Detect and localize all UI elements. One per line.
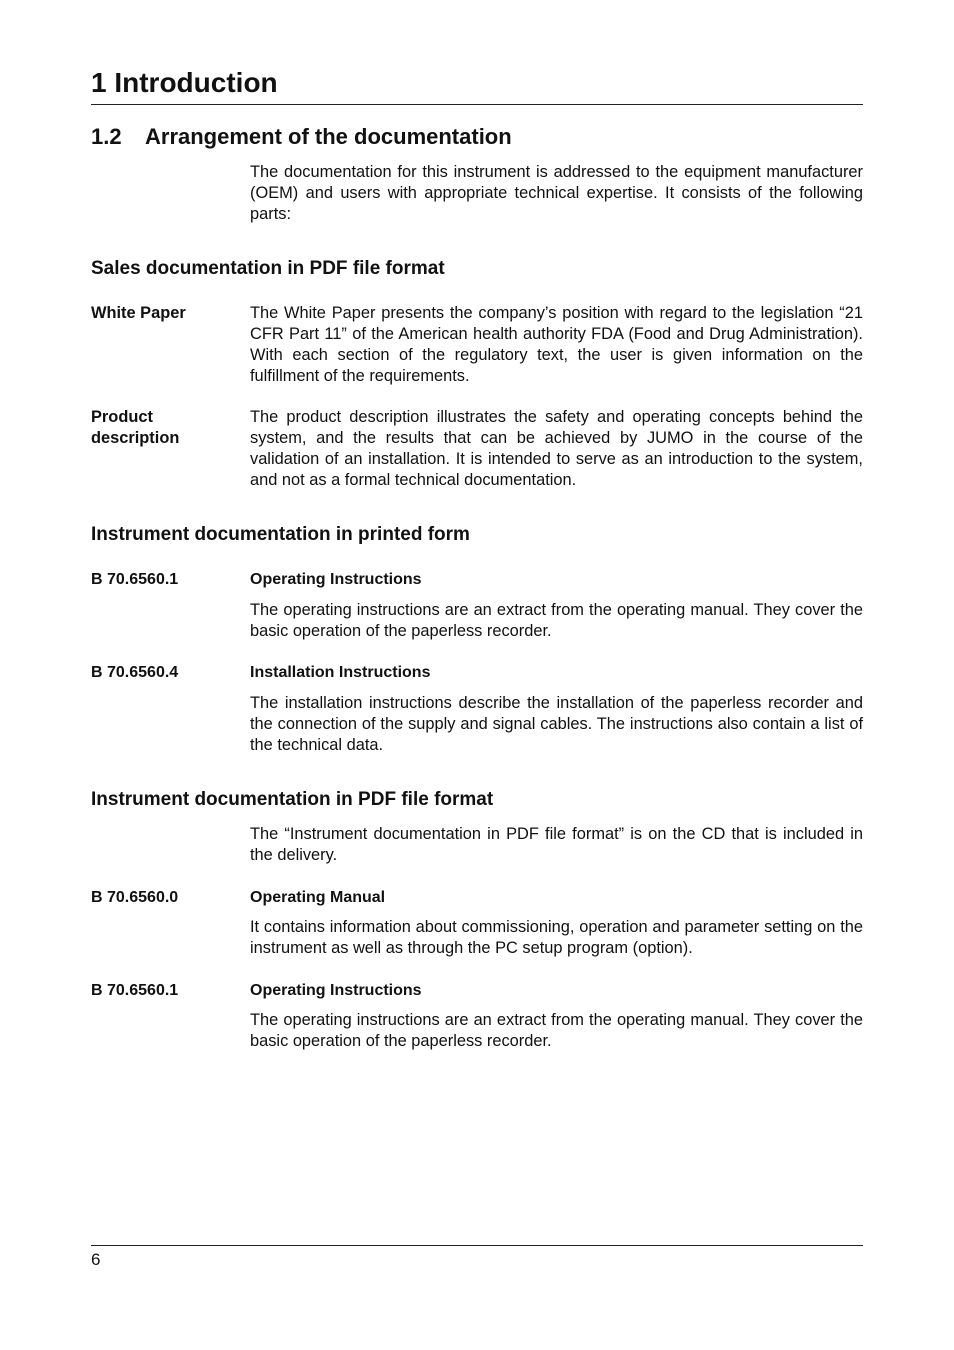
printed-item-2-number: B 70.6560.4 (91, 664, 179, 681)
section-title (91, 123, 512, 151)
pdf-item-1-text: It contains information about commissioning, operation and parameter setting on the instrument as well as through the PC setup program (option). (250, 918, 863, 957)
product-description-label (91, 407, 241, 449)
pdf-item-1-title: Operating Manual (250, 889, 386, 906)
section-title-text: Arrangement of the documentation (145, 124, 512, 149)
printed-heading: Instrument documentation in printed form (91, 524, 470, 545)
chapter-divider (91, 104, 863, 105)
printed-item-1-text: The operating instructions are an extract from the operating manual. They cover the basic operation of the paperless recorder. (250, 601, 863, 640)
pdf-item-2-title: Operating Instructions (250, 982, 422, 999)
chapter-title: 1 Introduction (91, 67, 278, 98)
product-description-label-line1: Product (91, 408, 153, 426)
pdf-item-1-number: B 70.6560.0 (91, 889, 179, 906)
white-paper-text: The White Paper presents the company’s position with regard to the legislation “21 CFR Part 11” of the American health authority FDA (Food and Drug Administration). With each section of the regulatory text, the user is given information on the fulfillment of the requirements. (250, 304, 863, 385)
printed-item-1-number: B 70.6560.1 (91, 571, 179, 588)
printed-item-2-title: Installation Instructions (250, 664, 431, 681)
pdf-heading: Instrument documentation in PDF file format (91, 789, 494, 810)
pdf-item-2-text: The operating instructions are an extract from the operating manual. They cover the basic operation of the paperless recorder. (250, 1011, 863, 1050)
page-number: 6 (91, 1250, 101, 1269)
product-description-text: The product description illustrates the safety and operating concepts behind the system, and the results that can be achieved by JUMO in the course of the validation of an installation. It is intended to serve as an introduction to the system, and not as a formal technical documentation. (250, 408, 863, 489)
footer-divider (91, 1245, 863, 1246)
white-paper-label: White Paper (91, 304, 186, 322)
pdf-intro: The “Instrument documentation in PDF file format” is on the CD that is included in the delivery. (250, 825, 863, 864)
section-intro: The documentation for this instrument is addressed to the equipment manufacturer (OEM) and users with appropriate technical expertise. It consists of the following parts: (250, 163, 863, 223)
pdf-item-2-number: B 70.6560.1 (91, 982, 179, 999)
printed-item-1-title: Operating Instructions (250, 571, 422, 588)
product-description-label-line2: description (91, 429, 180, 447)
sales-heading: Sales documentation in PDF file format (91, 258, 445, 279)
section-number: 1.2 (91, 124, 122, 149)
printed-item-2-text: The installation instructions describe the installation of the paperless recorder and the connection of the supply and signal cables. The instructions also contain a list of the technical data. (250, 694, 863, 754)
